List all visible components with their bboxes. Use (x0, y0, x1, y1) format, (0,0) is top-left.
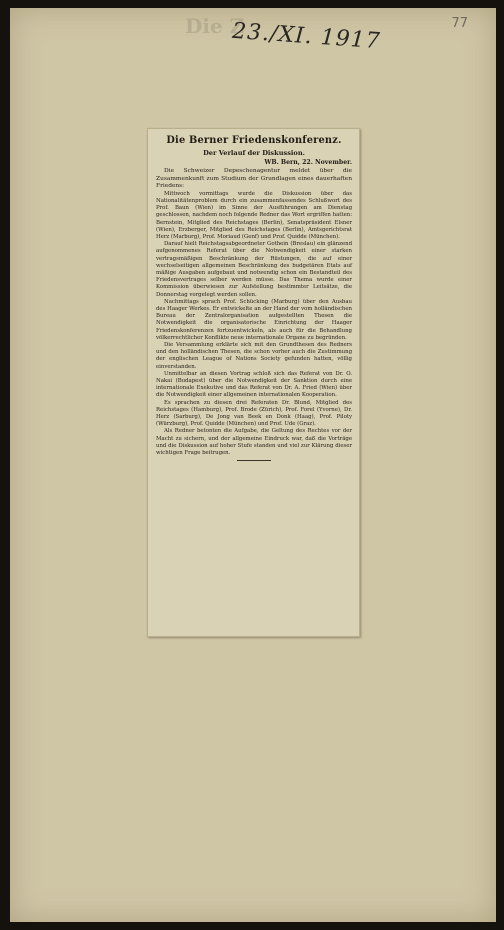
clipping-headline: Die Berner Friedenskonferenz. (166, 135, 342, 146)
clipping-paragraph: Nachmittags sprach Prof. Schücking (Marburg) über den Ausbau des Haager Werkes. Er entwickelte an der Hand der vom holländischen Bureau der Zentralorganisation aufgestellten Thesen die Notwendigkeit die organisatorische Einrichtung der Haager Friedenskonferenzen fortzuentwickeln, als auch für die Behandlung völkerrechtlicher Konflikte neue internationale Organe zu begründen. (156, 298, 352, 341)
newspaper-clipping (147, 128, 360, 637)
clipping-paragraph: Die Versammlung erklärte sich mit den Grundthesen des Redners und den holländischen Thesen, die schon vorher auch die Zustimmung der englischen League of Nations Society gefunden hatten, völlig einverstanden. (156, 342, 352, 370)
faint-stamp: Die Z (185, 14, 245, 38)
handwritten-date: 23./XI. 1917 (231, 18, 382, 55)
clipping-paragraph: Mittwoch vormittags wurde die Diskussion über das Nationalitätenproblem durch ein zusammenfassendes Schlußwort des Prof. Baun (Wien) im Sinne der Ausführungen am Dienstag geschlossen, nachdem noch folgende Redner das Wort ergriffen hatten: Bernstein, Mitglied des Reichstages (Berlin), Senatspräsident Elsner (Wien), Erzberger, Mitglied des Reichstages (Berlin), Amtsgerichtsrat Herz (Marburg), Prof. Moriaud (Genf) und Prof. Quidde (München). (156, 190, 352, 240)
clipping-paragraph: Unmittelbar an diesen Vortrag schloß sich das Referat von Dr. O. Nakai (Budapest) über die Notwendigkeit der Sanktion durch eine internationale Exekutive und das Referat von Dr. A. Fried (Wien) über die Notwendigkeit einer allgemeinen internationalen Kooperation. (156, 370, 352, 399)
clipping-paragraph: Darauf hielt Reichstagsabgeordneter Gothein (Breslau) ein glänzend aufgenommenes Referat über die Notwendigkeit einer starken vertragsmäßigen Beschränkung der Rüstungen, die auf einer wechselseitigen allgemeinen Beschränkung des budgetären Etats auf mäßige Ausgaben aufgebaut und notwendig schon ein Bestandteil des Friedensvertrages selber werden müsse. Das Thema wurde einer Kommission überwiesen zur Aufstellung bestimmter Leitsätze, die Donnerstag vorgelegt werden sollen. (156, 241, 352, 298)
clipping-paragraph: Als Redner betonten die Aufgabe, die Geltung des Rechtes vor der Macht zu sichern, und der allgemeine Eindruck war, daß die Vorträge und die Diskussion auf hoher Stufe standen und viel zur Klärung dieser wichtigen Frage beitrugen. (156, 428, 352, 457)
clipping-paragraph: Die Schweizer Depeschenagentur meldet über die Zusammenkunft zum Studium der Grundlagen eines dauerhaften Friedens: (156, 168, 352, 190)
folio-number: 77 (451, 16, 468, 31)
end-rule (237, 460, 271, 461)
clipping-subhead: Der Verlauf der Diskussion. (203, 149, 305, 157)
clipping-paragraph: Es sprachen zu diesen drei Referaten Dr. Blund, Mitglied des Reichstages (Hamburg), Prof. Brode (Zürich), Prof. Forel (Yvorne), Dr. Herz (Sarburg), De Jong van Beek en Donk (Haag), Prof. Piloty (Würzburg), Prof. Quidde (München) und Prof. Ude (Graz). (156, 399, 352, 428)
clipping-dateline: WB. Bern, 22. November. (264, 159, 352, 166)
